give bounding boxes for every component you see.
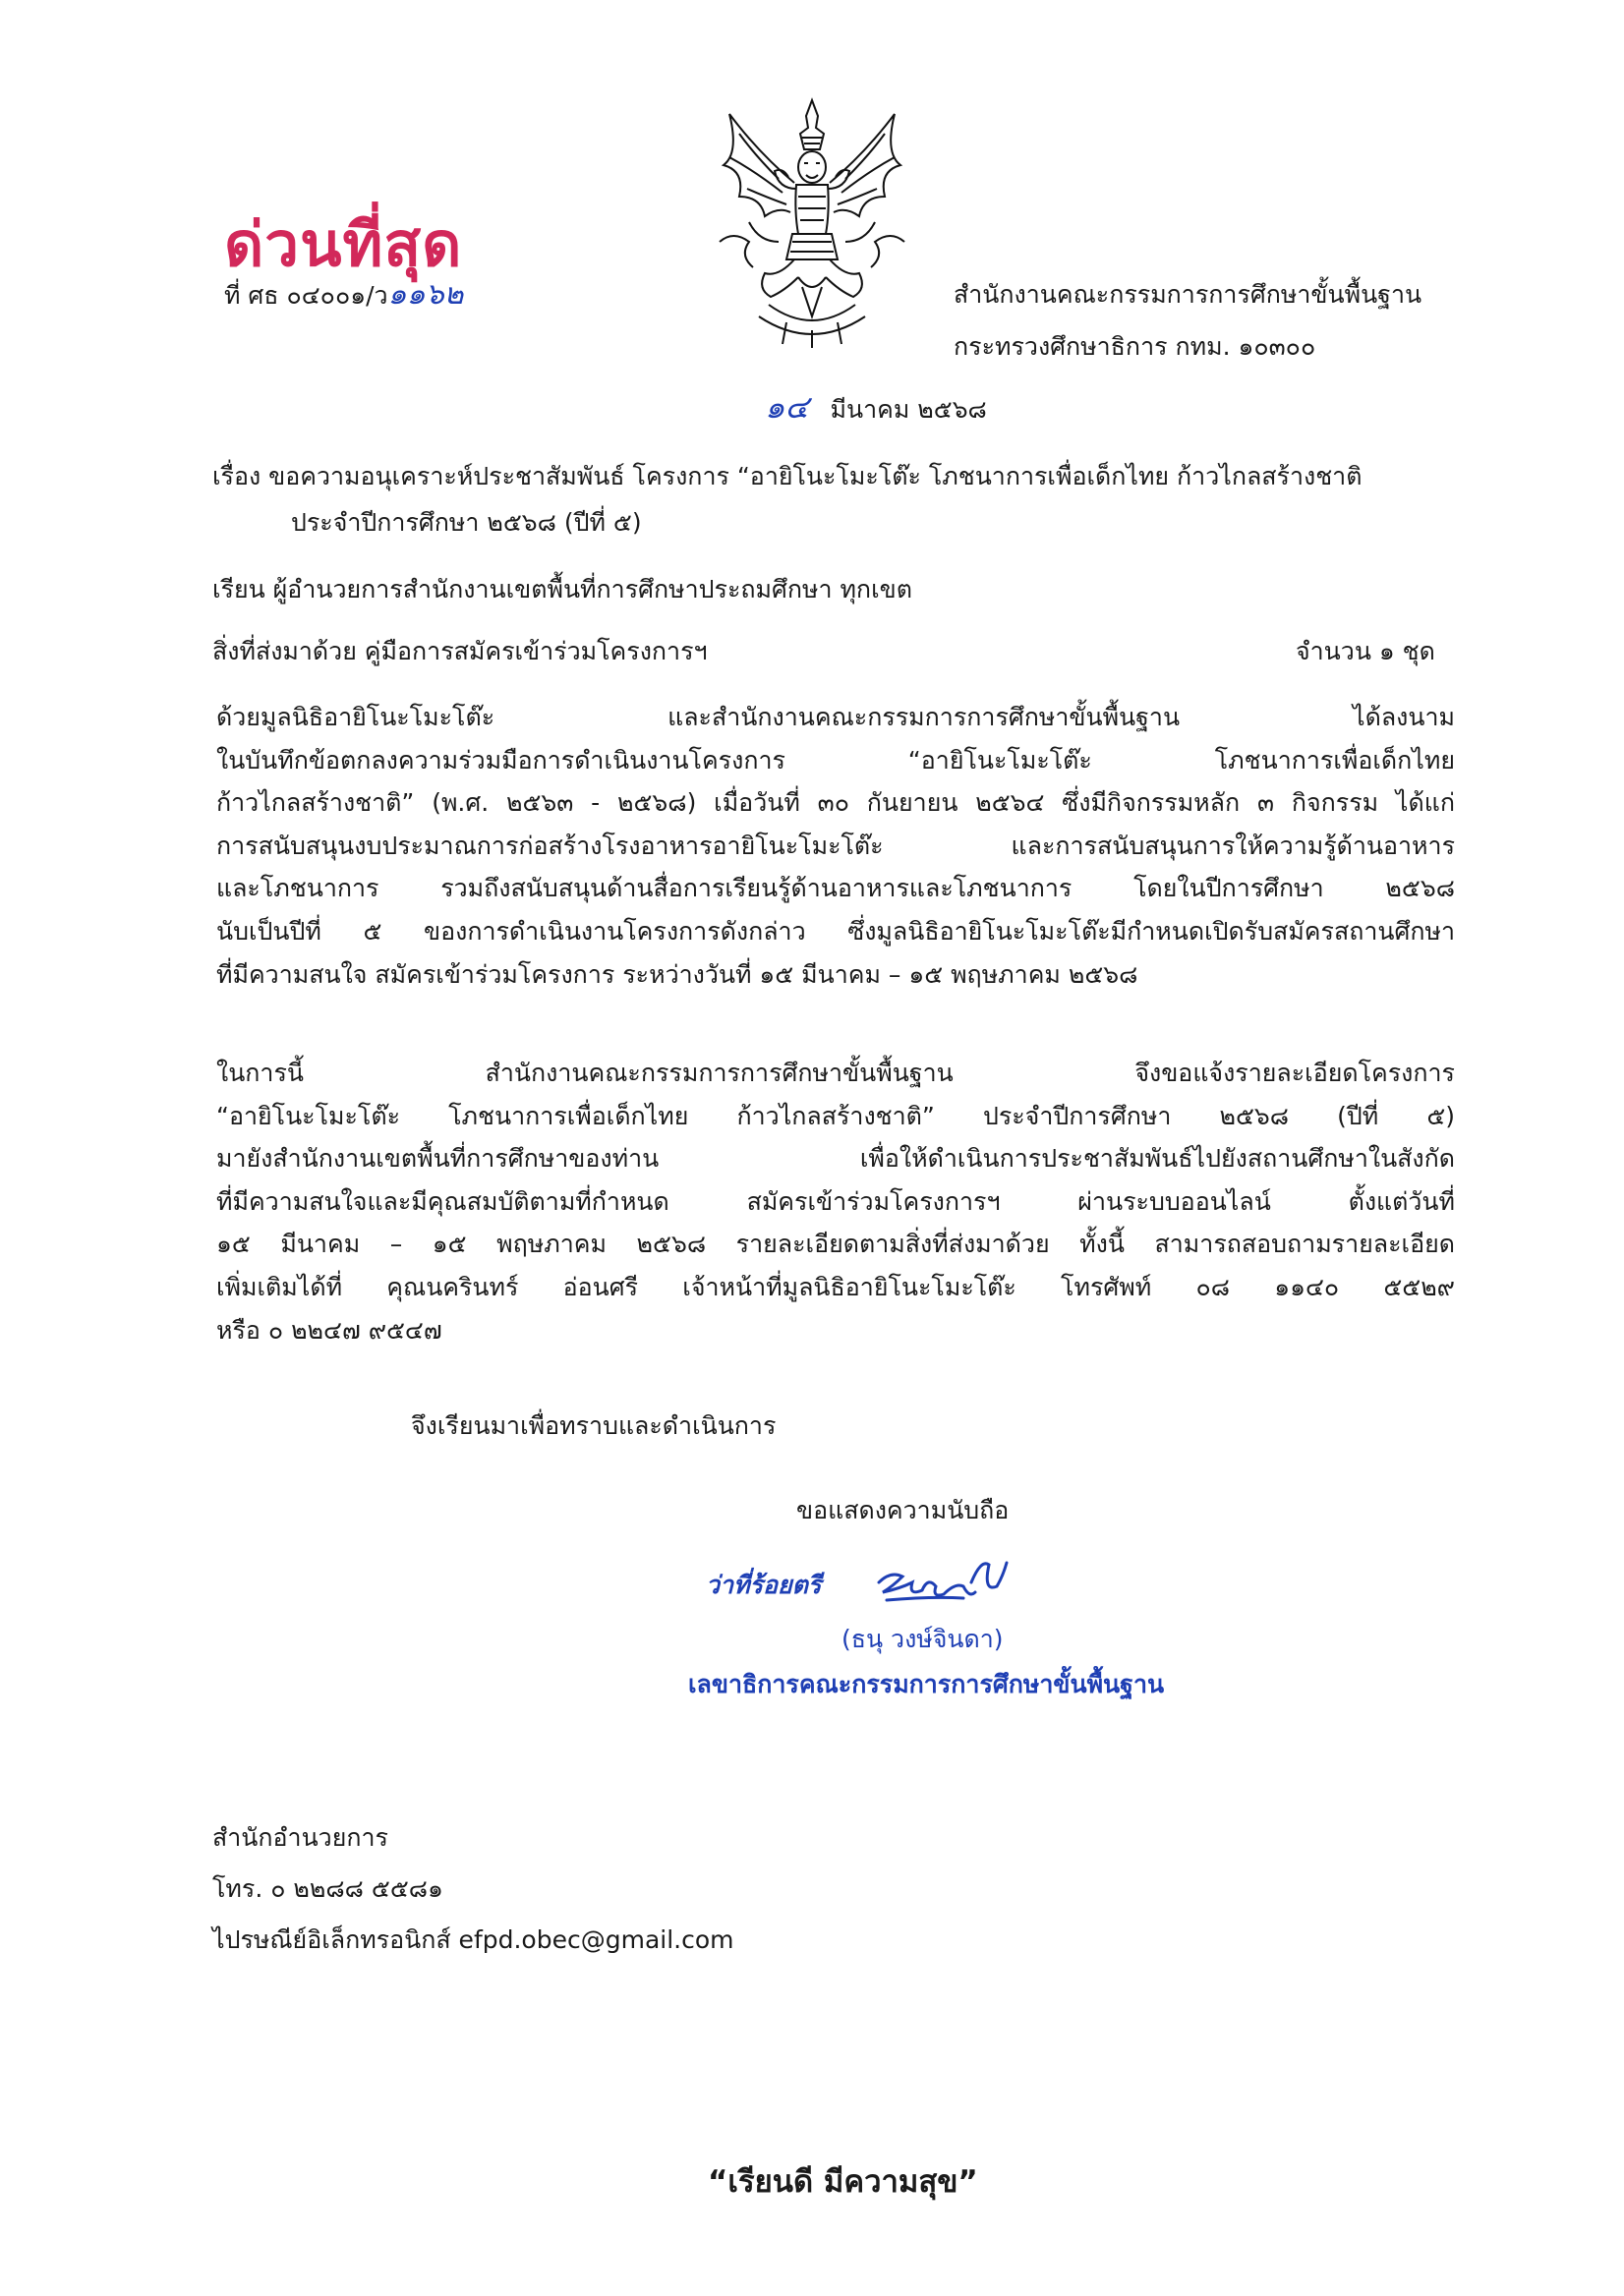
signatory-position: เลขาธิการคณะกรรมการการศึกษาขั้นพื้นฐาน (688, 1670, 1165, 1698)
document-number-handwritten: ๑๑๖๒ (387, 277, 464, 312)
body-paragraph-1 (216, 696, 1455, 996)
garuda-emblem-icon (700, 94, 924, 352)
office-name: สำนักงานคณะกรรมการการศึกษาขั้นพื้นฐาน (954, 280, 1422, 309)
paragraph-line: ในบันทึกข้อตกลงความร่วมมือการดำเนินงานโครงการ “อายิโนะโมะโต๊ะ โภชนาการเพื่อเด็กไทย (216, 745, 1455, 775)
urgency-label: ด่วนที่สุด (224, 208, 463, 280)
body-paragraph-2 (216, 1052, 1455, 1351)
handwritten-signature (873, 1553, 1020, 1614)
closing-sentence: จึงเรียนมาเพื่อทราบและดำเนินการ (411, 1411, 777, 1440)
paragraph-line: มายังสำนักงานเขตพื้นที่การศึกษาของท่าน เพื่อให้ดำเนินการประชาสัมพันธ์ไปยังสถานศึกษาในสังกัด (216, 1144, 1455, 1174)
contact-department: สำนักอำนวยการ (212, 1823, 388, 1852)
regards-line: ขอแสดงความนับถือ (796, 1496, 1010, 1524)
signatory-rank: ว่าที่ร้อยตรี (706, 1571, 822, 1599)
paragraph-line: และโภชนาการ รวมถึงสนับสนุนด้านสื่อการเรียนรู้ด้านอาหารและโภชนาการ โดยในปีการศึกษา ๒๕๖๘ (216, 874, 1455, 903)
enclosure-quantity: จำนวน ๑ ชุด (1296, 637, 1435, 665)
subject-line-1: เรื่อง ขอความอนุเคราะห์ประชาสัมพันธ์ โครงการ “อายิโนะโมะโต๊ะ โภชนาการเพื่อเด็กไทย ก้าวไกลสร้างชาติ (212, 462, 1363, 490)
paragraph-line: การสนับสนุนงบประมาณการก่อสร้างโรงอาหารอายิโนะโมะโต๊ะ และการสนับสนุนการให้ความรู้ด้านอาหาร (216, 831, 1455, 860)
paragraph-line: ๑๕ มีนาคม – ๑๕ พฤษภาคม ๒๕๖๘ รายละเอียดตามสิ่งที่ส่งมาด้วย ทั้งนี้ สามารถสอบถามรายละเอียด (216, 1230, 1455, 1259)
addressee: เรียน ผู้อำนวยการสำนักงานเขตพื้นที่การศึกษาประถมศึกษา ทุกเขต (212, 575, 912, 603)
paragraph-line: นับเป็นปีที่ ๕ ของการดำเนินงานโครงการดังกล่าว ซึ่งมูลนิธิอายิโนะโมะโต๊ะมีกำหนดเปิดรับสมัครสถานศึกษา (216, 916, 1455, 946)
signatory-name: (ธนุ วงษ์จินดา) (841, 1625, 1004, 1653)
date-day-handwritten: ๑๔ (765, 388, 809, 426)
enclosure: สิ่งที่ส่งมาด้วย คู่มือการสมัครเข้าร่วมโครงการฯ (212, 637, 708, 665)
paragraph-line: เพิ่มเติมได้ที่ คุณนครินทร์ อ่อนศรี เจ้าหน้าที่มูลนิธิอายิโนะโมะโต๊ะ โทรศัพท์ ๐๘ ๑๑๔๐ ๕๕๒๙ (216, 1272, 1455, 1301)
paragraph-line: ที่มีความสนใจ สมัครเข้าร่วมโครงการ ระหว่างวันที่ ๑๕ มีนาคม – ๑๕ พฤษภาคม ๒๕๖๘ (216, 959, 1138, 989)
paragraph-line: “อายิโนะโมะโต๊ะ โภชนาการเพื่อเด็กไทย ก้าวไกลสร้างชาติ” ประจำปีการศึกษา ๒๕๖๘ (ปีที่ ๕) (216, 1101, 1455, 1130)
paragraph-line: ในการนี้ สำนักงานคณะกรรมการการศึกษาขั้นพื้นฐาน จึงขอแจ้งรายละเอียดโครงการ (216, 1059, 1455, 1087)
contact-phone: โทร. ๐ ๒๒๘๘ ๕๕๘๑ (212, 1874, 443, 1903)
contact-email: ไปรษณีย์อิเล็กทรอนิกส์ efpd.obec@gmail.com (212, 1925, 734, 1954)
document-number-prefix: ที่ ศธ ๐๔๐๐๑/ว (224, 281, 388, 310)
paragraph-line: ด้วยมูลนิธิอายิโนะโมะโต๊ะ และสำนักงานคณะกรรมการการศึกษาขั้นพื้นฐาน ได้ลงนาม (216, 703, 1455, 731)
footer-motto: “เรียนดี มีความสุข” (708, 2164, 978, 2200)
letter-date (765, 388, 987, 426)
paragraph-line: ที่มีความสนใจและมีคุณสมบัติตามที่กำหนด สมัครเข้าร่วมโครงการฯ ผ่านระบบออนไลน์ ตั้งแต่วันที่ (216, 1186, 1455, 1216)
paragraph-line: ก้าวไกลสร้างชาติ” (พ.ศ. ๒๕๖๓ - ๒๕๖๘) เมื่อวันที่ ๓๐ กันยายน ๒๕๖๔ ซึ่งมีกิจกรรมหลัก ๓ กิจกรรม ได้แก่ (216, 788, 1455, 818)
office-address: กระทรวงศึกษาธิการ กทม. ๑๐๓๐๐ (954, 332, 1316, 361)
document-number (224, 278, 463, 312)
date-month-year: มีนาคม ๒๕๖๘ (830, 395, 987, 424)
paragraph-line: หรือ ๐ ๒๒๔๗ ๙๕๔๗ (216, 1315, 442, 1345)
subject-line-2: ประจำปีการศึกษา ๒๕๖๘ (ปีที่ ๕) (291, 508, 642, 537)
